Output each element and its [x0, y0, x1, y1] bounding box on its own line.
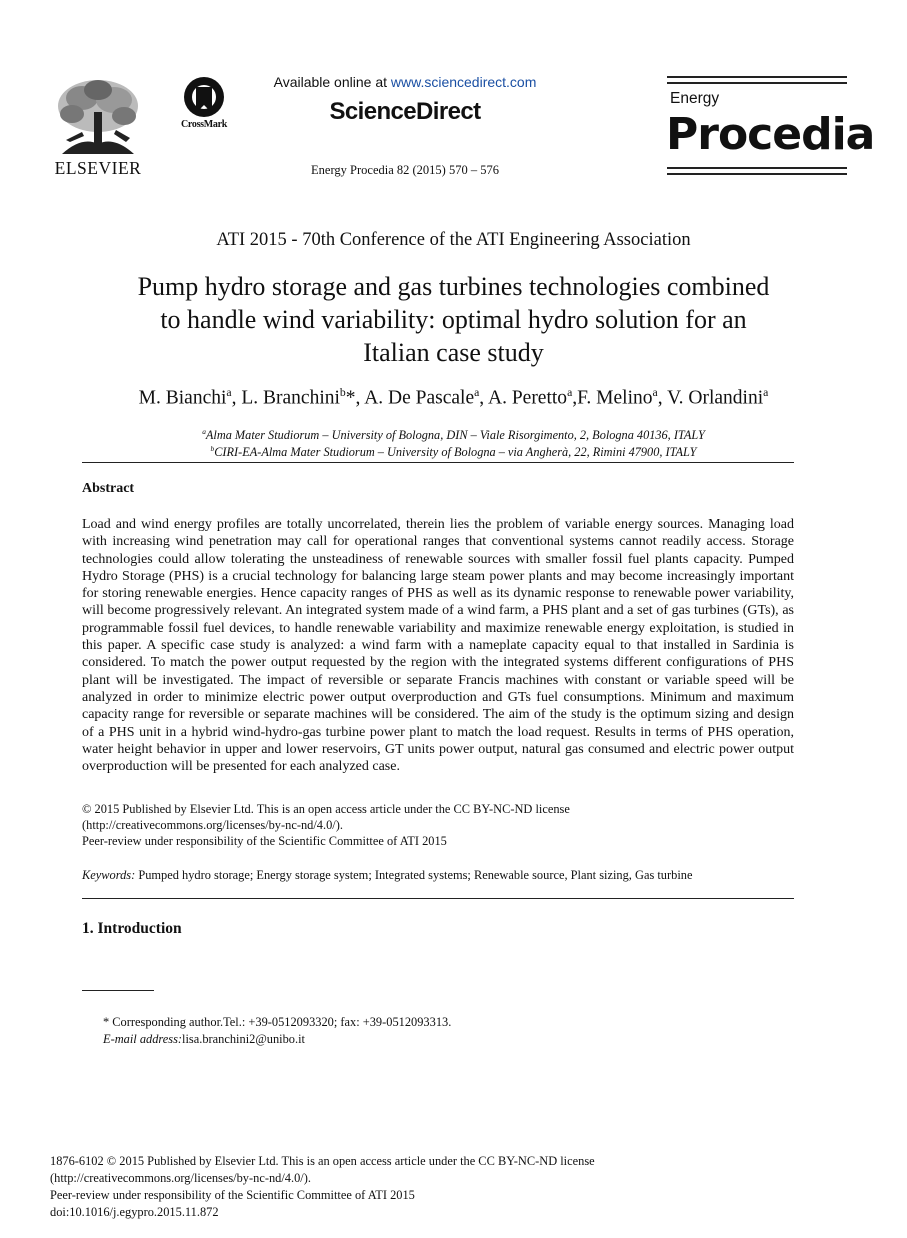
elsevier-tree-logo: [52, 76, 144, 158]
keywords-text: Pumped hydro storage; Energy storage system; Integrated systems; Renewable source, Plant sizing, Gas turbine: [135, 868, 693, 882]
email-line: [103, 1032, 305, 1047]
corresponding-author: * Corresponding author.Tel.: +39-0512093320; fax: +39-0512093313.: [103, 1015, 452, 1029]
paper-title: [60, 270, 847, 369]
header-divider: [82, 462, 794, 463]
journal-logo-rule-top: [667, 76, 847, 78]
footer-doi[interactable]: doi:10.1016/j.egypro.2015.11.872: [50, 1205, 219, 1219]
title-line: Italian case study: [363, 338, 544, 367]
journal-logo-rule-bottom: [667, 167, 847, 169]
available-prefix: Available online at: [273, 74, 391, 90]
author-sep: ,: [231, 387, 242, 409]
license-block: [82, 801, 794, 849]
author-sep: ,: [479, 387, 488, 409]
page-footer: [50, 1153, 850, 1221]
title-line: Pump hydro storage and gas turbines technologies combined: [137, 272, 770, 301]
conference-name: ATI 2015 - 70th Conference of the ATI Engineering Association: [216, 230, 691, 250]
author-sep: *,: [345, 387, 365, 409]
affiliation: [40, 444, 867, 460]
journal-logo-energy: Energy: [670, 90, 720, 107]
license-link[interactable]: (http://creativecommons.org/licenses/by-nc-nd/4.0/).: [82, 818, 343, 832]
journal-reference: Energy Procedia 82 (2015) 570 – 576: [311, 163, 499, 177]
footer-license: 1876-6102 © 2015 Published by Elsevier Ltd. This is an open access article under the CC BY-NC-ND license: [50, 1154, 595, 1168]
abstract-divider: [82, 898, 794, 899]
keywords: [82, 867, 794, 883]
author-name: A. Peretto: [487, 387, 568, 409]
section-heading: 1. Introduction: [82, 920, 182, 937]
affiliation: [40, 427, 867, 443]
author-name: F. Melino: [577, 387, 653, 409]
author-name: V. Orlandini: [667, 387, 764, 409]
affiliation-text: Alma Mater Studiorum – University of Bologna, DIN – Viale Risorgimento, 2, Bologna 40136, ITALY: [205, 428, 705, 443]
author-sep: ,: [657, 387, 668, 409]
available-online: [250, 74, 560, 90]
abstract-body: Load and wind energy profiles are totally uncorrelated, therein lies the problem of variable energy sources. Managing load with increasing wind penetration may call for operational ranges that conventional systems cannot readily access. Storage technologies could allow tolerating the unsteadiness of renewable sources with smaller fossil fuel plants capacity. Pumped Hydro Storage (PHS) is a crucial technology for balancing large steam power plants and may become increasingly important for storing renewable energies. Hence capacity ranges of PHS as well as its dynamic response to renewable power variability, will become progressively relevant. An integrated system made of a wind farm, a PHS plant and a set of gas turbines (GTs), as programmable fossil fuel devices, to handle renewable variability and maximize renewable energy exploitation, is studied in this paper. A specific case study is analyzed: a wind farm with a nameplate capacity equal to that installed in Sardinia is considered. To match the power output requested by the region with the integrated systems different configurations of PHS plant will be investigated. The impact of reversible or separate Francis machines with constant or variable speed will be analyzed in order to minimize electric power output overproduction and GTs fuel consumptions. Minimum and maximum capacity range for reversible or separate machines will be considered. The aim of the study is the optimum sizing and design of a PHS unit in a hybrid wind-hydro-gas turbine power plant to match the load request. Results in terms of PHS operation, water height behavior in upper and lower reservoirs, GT units power output, natural gas consumed and electric power output overproduction will be presented for each analyzed case.: [82, 517, 794, 775]
author-affil-mark: a: [763, 386, 769, 399]
email-address[interactable]: lisa.branchini2@unibo.it: [182, 1032, 305, 1046]
license-text: © 2015 Published by Elsevier Ltd. This is an open access article under the CC BY-NC-ND license: [82, 802, 570, 816]
author-name: M. Bianchi: [138, 387, 227, 409]
author-name: A. De Pascale: [364, 387, 475, 409]
author-affil-mark: b: [339, 386, 346, 399]
author-sep: ,: [572, 387, 578, 409]
journal-logo-rule-top2: [667, 82, 847, 84]
author-list: [40, 386, 867, 410]
author-name: L. Branchini: [241, 387, 340, 409]
footer-license-link[interactable]: (http://creativecommons.org/licenses/by-nc-nd/4.0/).: [50, 1171, 311, 1185]
author-affil-mark: a: [226, 386, 232, 399]
affiliation-mark: a: [202, 427, 206, 436]
affiliation-mark: b: [210, 444, 215, 453]
crossmark-label: CrossMark: [180, 119, 227, 130]
peer-review-text: Peer-review under responsibility of the Scientific Committee of ATI 2015: [82, 834, 447, 848]
journal-logo-rule-bottom2: [667, 173, 847, 175]
publisher-name: ELSEVIER: [54, 158, 142, 178]
journal-logo-procedia: Procedia: [666, 109, 875, 160]
author-affil-mark: a: [652, 386, 658, 399]
sciencedirect-link[interactable]: www.sciencedirect.com: [390, 74, 537, 90]
email-label: E-mail address:: [103, 1032, 183, 1046]
abstract-heading: Abstract: [82, 481, 135, 496]
footer-peer-review: Peer-review under responsibility of the Scientific Committee of ATI 2015: [50, 1188, 415, 1202]
author-affil-mark: a: [474, 386, 480, 399]
title-line: to handle wind variability: optimal hydro solution for an: [160, 305, 747, 334]
sciencedirect-logo: ScienceDirect: [329, 98, 481, 125]
affiliation-text: CIRI-EA-Alma Mater Studiorum – University of Bologna – via Angherà, 22, Rimini 47900, ITALY: [214, 445, 697, 460]
author-affil-mark: a: [567, 386, 573, 399]
keywords-label: Keywords:: [82, 868, 136, 882]
footnote-rule: [82, 990, 154, 991]
